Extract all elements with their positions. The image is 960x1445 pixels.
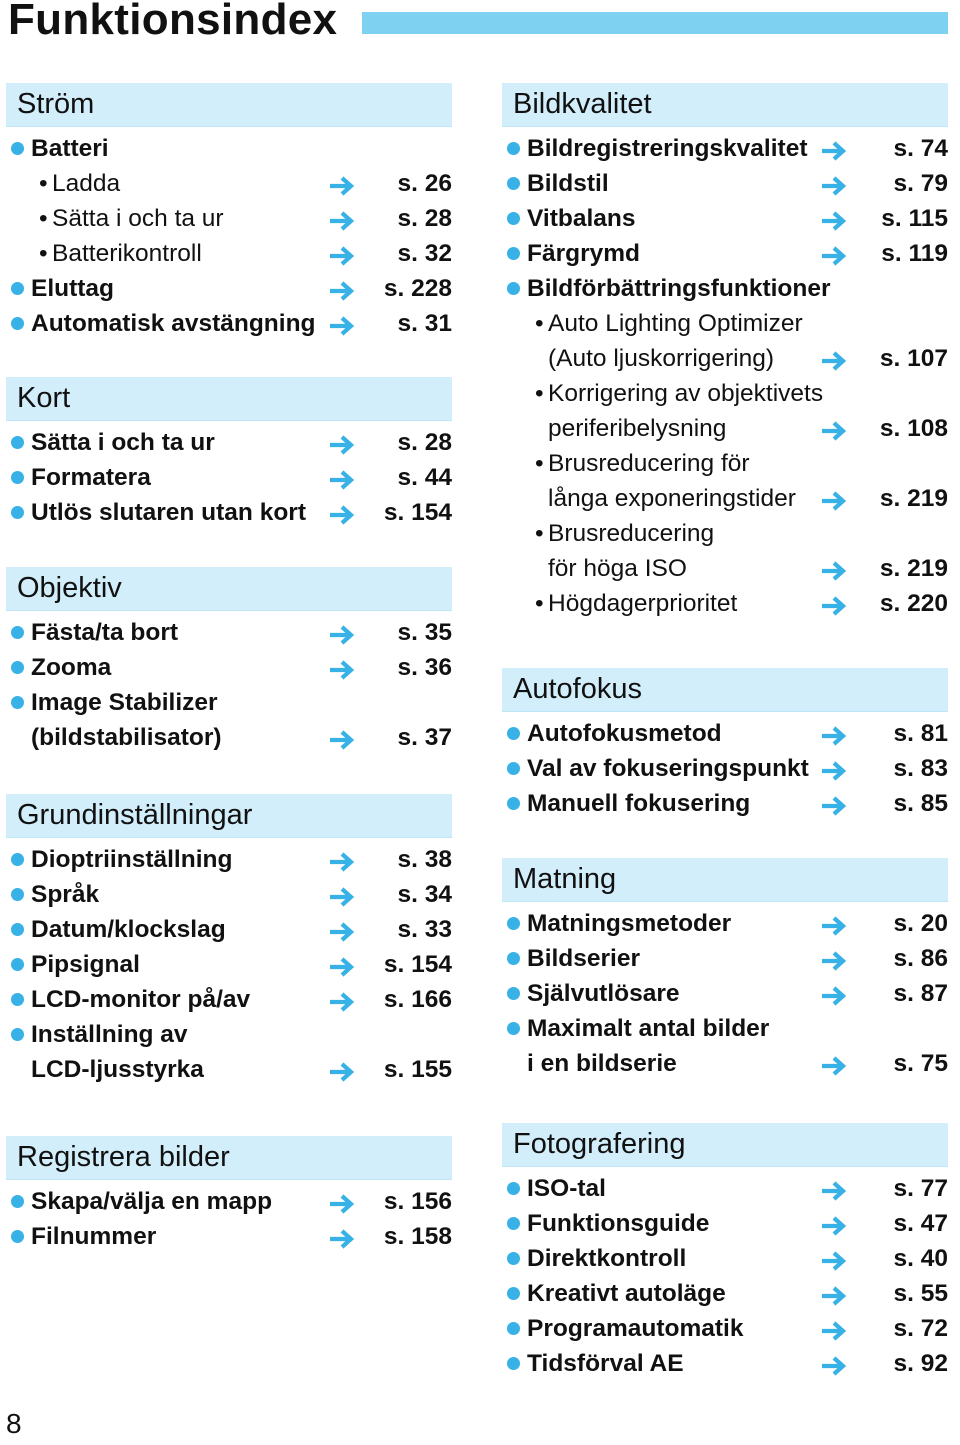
bullet-icon: [507, 917, 520, 930]
arrow-right-icon: [329, 501, 355, 523]
entry-label: Image Stabilizer: [31, 689, 218, 716]
entry-label: Matningsmetoder: [527, 910, 732, 937]
section: [502, 83, 948, 621]
index-entry: [6, 912, 452, 947]
bullet-icon: [11, 282, 24, 295]
entry-list: [502, 716, 948, 821]
entry-label: Direktkontroll: [527, 1245, 687, 1272]
bullet-icon: [11, 626, 24, 639]
entry-list: [502, 131, 948, 621]
index-entry: [6, 236, 452, 271]
index-entry: [502, 786, 948, 821]
page-reference: s. 44: [397, 464, 452, 491]
entry-label: Tidsförval AE: [527, 1350, 684, 1377]
entry-label: LCD-ljusstyrka: [31, 1056, 204, 1083]
entry-label: Fästa/ta bort: [31, 619, 179, 646]
arrow-right-icon: [329, 848, 355, 870]
index-entry: [502, 481, 948, 516]
index-entry: [502, 236, 948, 271]
index-entry: [502, 1276, 948, 1311]
index-entry: [502, 306, 948, 341]
index-entry: [6, 1052, 452, 1087]
bullet-icon: [507, 282, 520, 295]
index-entry: [502, 516, 948, 551]
arrow-right-icon: [821, 242, 847, 264]
entry-label: Datum/klockslag: [31, 916, 226, 943]
arrow-right-icon: [329, 1225, 355, 1247]
index-entry: [6, 615, 452, 650]
entry-label: Självutlösare: [527, 980, 680, 1007]
entry-label: Automatisk avstängning: [31, 310, 316, 337]
page-reference: s. 107: [879, 345, 948, 372]
bullet-icon: [11, 958, 24, 971]
arrow-right-icon: [821, 1052, 847, 1074]
bullet-icon: [507, 212, 520, 225]
page-reference: s. 77: [893, 1175, 948, 1202]
index-entry: [502, 1011, 948, 1046]
arrow-right-icon: [821, 207, 847, 229]
page-reference: s. 166: [383, 986, 452, 1013]
entry-label: periferibelysning: [548, 415, 727, 442]
entry-label: Autofokusmetod: [527, 720, 722, 747]
page-reference: s. 154: [383, 499, 452, 526]
bullet-icon: [507, 762, 520, 775]
bullet-icon: [507, 952, 520, 965]
entry-label: Skapa/välja en mapp: [31, 1188, 273, 1215]
page-reference: s. 86: [893, 945, 948, 972]
index-entry: [502, 1171, 948, 1206]
entry-label: Auto Lighting Optimizer: [548, 310, 803, 337]
entry-label: Brusreducering för: [548, 450, 750, 477]
arrow-right-icon: [329, 431, 355, 453]
index-entry: [6, 306, 452, 341]
entry-label: Högdagerprioritet: [548, 590, 738, 617]
index-entry: [6, 1017, 452, 1052]
entry-label: Färgrymd: [527, 240, 641, 267]
sub-bullet-icon: •: [39, 205, 48, 232]
entry-label: Sätta i och ta ur: [52, 205, 224, 232]
index-entry: [6, 495, 452, 530]
section: [502, 1123, 948, 1381]
section-header: Objektiv: [6, 567, 452, 611]
arrow-right-icon: [821, 912, 847, 934]
bullet-icon: [507, 247, 520, 260]
arrow-right-icon: [821, 1317, 847, 1339]
entry-label: (Auto ljuskorrigering): [548, 345, 775, 372]
section-header: Grundinställningar: [6, 794, 452, 838]
arrow-right-icon: [329, 242, 355, 264]
entry-label: Formatera: [31, 464, 151, 491]
entry-label: Inställning av: [31, 1021, 188, 1048]
section-header: Autofokus: [502, 668, 948, 712]
sub-bullet-icon: •: [39, 240, 48, 267]
arrow-right-icon: [821, 1177, 847, 1199]
page-number: 8: [6, 1408, 22, 1439]
arrow-right-icon: [821, 757, 847, 779]
arrow-right-icon: [821, 592, 847, 614]
index-entry: [502, 446, 948, 481]
index-entry: [502, 751, 948, 786]
arrow-right-icon: [821, 792, 847, 814]
page-reference: s. 32: [397, 240, 452, 267]
entry-label: Kreativt autoläge: [527, 1280, 726, 1307]
entry-list: [6, 615, 452, 755]
index-entry: [6, 1184, 452, 1219]
page-reference: s. 34: [397, 881, 452, 908]
entry-label: Maximalt antal bilder: [527, 1015, 770, 1042]
entry-label: LCD-monitor på/av: [31, 986, 251, 1013]
page-reference: s. 81: [893, 720, 948, 747]
page-reference: s. 219: [879, 555, 948, 582]
entry-list: [502, 1171, 948, 1381]
page-reference: s. 83: [893, 755, 948, 782]
page-reference: s. 75: [893, 1050, 948, 1077]
page-reference: s. 155: [383, 1056, 452, 1083]
section: [6, 377, 452, 530]
index-entry: [502, 166, 948, 201]
page-reference: s. 33: [397, 916, 452, 943]
section-header: Matning: [502, 858, 948, 902]
entry-label: i en bildserie: [527, 1050, 677, 1077]
bullet-icon: [507, 177, 520, 190]
bullet-icon: [11, 471, 24, 484]
bullet-icon: [11, 661, 24, 674]
index-entry: [502, 201, 948, 236]
bullet-icon: [507, 1357, 520, 1370]
entry-label: Dioptriinställning: [31, 846, 233, 873]
bullet-icon: [11, 317, 24, 330]
entry-label: för höga ISO: [548, 555, 687, 582]
arrow-right-icon: [329, 918, 355, 940]
page-reference: s. 85: [893, 790, 948, 817]
arrow-right-icon: [821, 137, 847, 159]
entry-label: Bildförbättringsfunktioner: [527, 275, 831, 302]
entry-label: ISO-tal: [527, 1175, 606, 1202]
index-entry: [502, 1311, 948, 1346]
entry-label: Vitbalans: [527, 205, 636, 232]
page-reference: s. 28: [397, 205, 452, 232]
index-entry: [6, 271, 452, 306]
bullet-icon: [11, 506, 24, 519]
entry-label: Bildstil: [527, 170, 609, 197]
index-entry: [6, 685, 452, 720]
sub-bullet-icon: •: [535, 590, 544, 617]
entry-list: [6, 1184, 452, 1254]
arrow-right-icon: [821, 1247, 847, 1269]
sub-bullet-icon: •: [535, 450, 544, 477]
index-entry: [6, 131, 452, 166]
sub-bullet-icon: •: [39, 170, 48, 197]
entry-list: [6, 842, 452, 1087]
bullet-icon: [11, 436, 24, 449]
page-reference: s. 28: [397, 429, 452, 456]
index-entry: [502, 376, 948, 411]
section-header: Registrera bilder: [6, 1136, 452, 1180]
bullet-icon: [11, 853, 24, 866]
index-entry: [502, 341, 948, 376]
index-entry: [6, 982, 452, 1017]
entry-label: Eluttag: [31, 275, 115, 302]
entry-label: Programautomatik: [527, 1315, 744, 1342]
entry-label: långa exponeringstider: [548, 485, 796, 512]
page-title: Funktionsindex: [8, 0, 338, 44]
entry-label: Val av fokuseringspunkt: [527, 755, 809, 782]
index-entry: [502, 1346, 948, 1381]
entry-list: [6, 131, 452, 341]
index-entry: [502, 1046, 948, 1081]
section: [6, 794, 452, 1087]
arrow-right-icon: [821, 347, 847, 369]
arrow-right-icon: [821, 487, 847, 509]
page-reference: s. 20: [893, 910, 948, 937]
arrow-right-icon: [821, 722, 847, 744]
page-reference: s. 55: [893, 1280, 948, 1307]
arrow-right-icon: [329, 621, 355, 643]
arrow-right-icon: [821, 1352, 847, 1374]
bullet-icon: [507, 142, 520, 155]
page-reference: s. 219: [879, 485, 948, 512]
arrow-right-icon: [821, 1282, 847, 1304]
arrow-right-icon: [329, 953, 355, 975]
arrow-right-icon: [329, 656, 355, 678]
section-header: Kort: [6, 377, 452, 421]
arrow-right-icon: [821, 557, 847, 579]
page-reference: s. 156: [383, 1188, 452, 1215]
page-reference: s. 72: [893, 1315, 948, 1342]
page-reference: s. 36: [397, 654, 452, 681]
bullet-icon: [507, 1322, 520, 1335]
page-reference: s. 220: [879, 590, 948, 617]
page-reference: s. 79: [893, 170, 948, 197]
entry-list: [6, 425, 452, 530]
page-reference: s. 115: [881, 205, 948, 232]
index-entry: [6, 1219, 452, 1254]
section-header: Ström: [6, 83, 452, 127]
section: [6, 567, 452, 755]
entry-label: Brusreducering: [548, 520, 715, 547]
index-entry: [502, 586, 948, 621]
entry-label: Sätta i och ta ur: [31, 429, 215, 456]
section: [6, 1136, 452, 1254]
bullet-icon: [507, 797, 520, 810]
page-reference: s. 26: [397, 170, 452, 197]
entry-label: Ladda: [52, 170, 121, 197]
page-reference: s. 40: [893, 1245, 948, 1272]
arrow-right-icon: [329, 1190, 355, 1212]
entry-label: Bildserier: [527, 945, 641, 972]
entry-label: Utlös slutaren utan kort: [31, 499, 306, 526]
entry-label: Pipsignal: [31, 951, 140, 978]
arrow-right-icon: [329, 207, 355, 229]
section-header: Bildkvalitet: [502, 83, 948, 127]
page-reference: s. 31: [397, 310, 452, 337]
section: [502, 668, 948, 821]
arrow-right-icon: [329, 277, 355, 299]
section: [502, 858, 948, 1081]
sub-bullet-icon: •: [535, 380, 544, 407]
bullet-icon: [11, 888, 24, 901]
section-header: Fotografering: [502, 1123, 948, 1167]
arrow-right-icon: [821, 417, 847, 439]
page-reference: s. 108: [879, 415, 948, 442]
page-reference: s. 158: [383, 1223, 452, 1250]
bullet-icon: [11, 142, 24, 155]
page-reference: s. 47: [893, 1210, 948, 1237]
entry-label: Filnummer: [31, 1223, 157, 1250]
bullet-icon: [507, 987, 520, 1000]
index-entry: [6, 425, 452, 460]
bullet-icon: [507, 1182, 520, 1195]
index-entry: [502, 411, 948, 446]
sub-bullet-icon: •: [535, 520, 544, 547]
page-reference: s. 119: [881, 240, 948, 267]
bullet-icon: [507, 1217, 520, 1230]
bullet-icon: [11, 993, 24, 1006]
index-entry: [502, 716, 948, 751]
bullet-icon: [507, 1022, 520, 1035]
bullet-icon: [11, 1028, 24, 1041]
bullet-icon: [507, 727, 520, 740]
arrow-right-icon: [329, 883, 355, 905]
page-reference: s. 38: [397, 846, 452, 873]
page-reference: s. 37: [397, 724, 452, 751]
entry-label: Funktionsguide: [527, 1210, 710, 1237]
page-reference: s. 228: [383, 275, 452, 302]
index-entry: [6, 201, 452, 236]
index-entry: [6, 460, 452, 495]
arrow-right-icon: [821, 172, 847, 194]
entry-label: Korrigering av objektivets: [548, 380, 824, 407]
arrow-right-icon: [329, 988, 355, 1010]
index-entry: [6, 650, 452, 685]
page-reference: s. 154: [383, 951, 452, 978]
arrow-right-icon: [329, 312, 355, 334]
bullet-icon: [11, 1230, 24, 1243]
bullet-icon: [11, 696, 24, 709]
entry-label: Manuell fokusering: [527, 790, 751, 817]
page-reference: s. 92: [893, 1350, 948, 1377]
page-reference: s. 74: [893, 135, 948, 162]
arrow-right-icon: [821, 1212, 847, 1234]
entry-label: Bildregistreringskvalitet: [527, 135, 808, 162]
index-entry: [502, 271, 948, 306]
index-entry: [502, 551, 948, 586]
bullet-icon: [507, 1252, 520, 1265]
entry-label: (bildstabilisator): [31, 724, 222, 751]
arrow-right-icon: [821, 947, 847, 969]
bullet-icon: [11, 1195, 24, 1208]
arrow-right-icon: [329, 726, 355, 748]
arrow-right-icon: [329, 172, 355, 194]
title-accent-bar: [362, 12, 948, 34]
index-entry: [502, 1241, 948, 1276]
arrow-right-icon: [821, 982, 847, 1004]
arrow-right-icon: [329, 1058, 355, 1080]
entry-list: [502, 906, 948, 1081]
bullet-icon: [11, 923, 24, 936]
entry-label: Zooma: [31, 654, 112, 681]
page-reference: s. 35: [397, 619, 452, 646]
entry-label: Batteri: [31, 135, 109, 162]
index-entry: [6, 720, 452, 755]
index-entry: [6, 947, 452, 982]
index-entry: [6, 842, 452, 877]
index-entry: [502, 1206, 948, 1241]
section: [6, 83, 452, 341]
arrow-right-icon: [329, 466, 355, 488]
index-entry: [502, 131, 948, 166]
entry-label: Språk: [31, 881, 100, 908]
entry-label: Batterikontroll: [52, 240, 202, 267]
index-entry: [6, 166, 452, 201]
index-entry: [502, 941, 948, 976]
sub-bullet-icon: •: [535, 310, 544, 337]
page-reference: s. 87: [893, 980, 948, 1007]
bullet-icon: [507, 1287, 520, 1300]
index-entry: [502, 976, 948, 1011]
index-entry: [6, 877, 452, 912]
index-entry: [502, 906, 948, 941]
